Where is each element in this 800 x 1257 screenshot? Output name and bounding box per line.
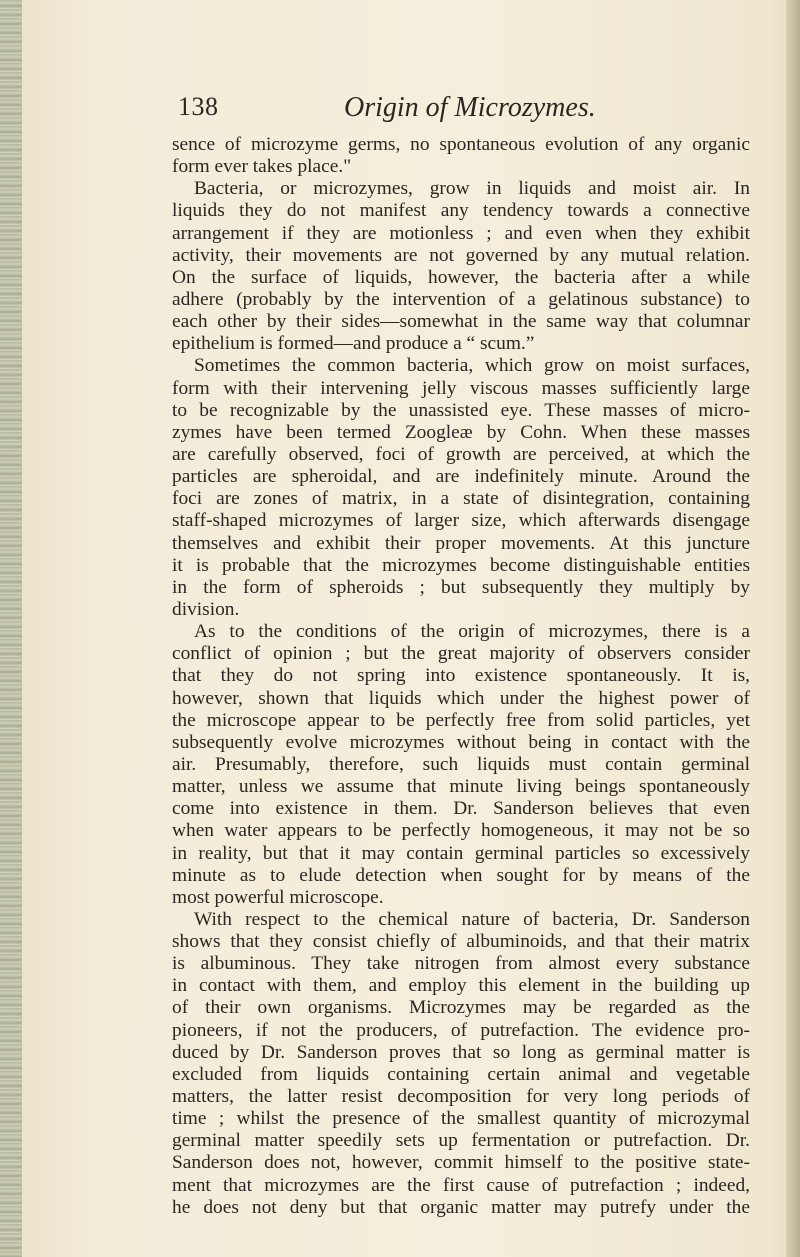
text-line: matters, the latter resist decomposition for very long periods of <box>172 1086 750 1108</box>
text-line: staff-shaped microzymes of larger size, which afterwards disengage <box>172 510 750 532</box>
text-line: particles are spheroidal, and are indefinitely minute. Around the <box>172 466 750 488</box>
text-line: come into existence in them. Dr. Sanderson believes that even <box>172 798 750 820</box>
text-line: conflict of opinion ; but the great majority of observers consider <box>172 643 750 665</box>
text-line: time ; whilst the presence of the smallest quantity of microzymal <box>172 1108 750 1130</box>
text-line: division. <box>172 598 240 620</box>
body-text <box>172 134 750 1219</box>
text-line: On the surface of liquids, however, the bacteria after a while <box>172 266 750 288</box>
text-line: ment that microzymes are the first cause of putrefaction ; indeed, <box>172 1174 750 1196</box>
text-line: epithelium is formed—and produce a “ scum.” <box>172 333 535 355</box>
text-line: are carefully observed, foci of growth are perceived, at which the <box>172 443 750 465</box>
text-line: As to the conditions of the origin of microzymes, there is a <box>194 621 750 643</box>
text-line: that they do not spring into existence spontaneously. It is, <box>172 665 750 687</box>
text-line: liquids they do not manifest any tendency towards a connective <box>172 200 750 222</box>
text-line: themselves and exhibit their proper movements. At this juncture <box>172 532 750 554</box>
text-line: in the form of spheroids ; but subsequently they multiply by <box>172 576 750 598</box>
text-line: matter, unless we assume that minute living beings spontaneously <box>172 776 750 798</box>
text-line: shows that they consist chiefly of albuminoids, and that their matrix <box>172 931 750 953</box>
text-line: to be recognizable by the unassisted eye. These masses of micro- <box>172 399 750 421</box>
text-line: air. Presumably, therefore, such liquids must contain germinal <box>172 753 750 775</box>
text-line: in reality, but that it may contain germinal particles so excessively <box>172 842 750 864</box>
text-line: sence of microzyme germs, no spontaneous evolution of any organic <box>172 134 750 155</box>
text-line: when water appears to be perfectly homogeneous, it may not be so <box>172 820 750 842</box>
text-line: germinal matter speedily sets up fermentation or putrefaction. Dr. <box>172 1130 750 1152</box>
text-line: each other by their sides—somewhat in the same way that columnar <box>172 311 750 333</box>
text-line: most powerful microscope. <box>172 886 384 908</box>
text-line: Sanderson does not, however, commit himself to the positive state- <box>172 1152 750 1174</box>
text-line: form ever takes place." <box>172 156 352 178</box>
text-line: Bacteria, or microzymes, grow in liquids and moist air. In <box>194 178 750 200</box>
text-line: arrangement if they are motionless ; and even when they exhibit <box>172 222 750 244</box>
text-line: With respect to the chemical nature of bacteria, Dr. Sanderson <box>194 908 750 930</box>
page-edge <box>786 0 800 1257</box>
text-line: excluded from liquids containing certain animal and vegetable <box>172 1063 750 1085</box>
text-line: he does not deny but that organic matter may putrefy under the <box>172 1196 750 1218</box>
page-number: 138 <box>178 92 219 121</box>
text-line: in contact with them, and employ this element in the building up <box>172 975 750 997</box>
text-line: it is probable that the microzymes become distinguishable entities <box>172 554 750 576</box>
text-line: however, shown that liquids which under the highest power of <box>172 687 750 709</box>
text-line: the microscope appear to be perfectly free from solid particles, yet <box>172 709 750 731</box>
text-line: foci are zones of matrix, in a state of disintegration, containing <box>172 488 750 510</box>
page-header <box>178 92 718 132</box>
text-line: zymes have been termed Zoogleæ by Cohn. When these masses <box>172 421 750 443</box>
binding-edge <box>0 0 22 1257</box>
text-line: adhere (probably by the intervention of a gelatinous substance) to <box>172 288 750 310</box>
text-line: Sometimes the common bacteria, which grow on moist surfaces, <box>194 355 750 377</box>
text-line: pioneers, if not the producers, of putrefaction. The evidence pro- <box>172 1019 750 1041</box>
text-line: activity, their movements are not governed by any mutual relation. <box>172 244 750 266</box>
text-line: subsequently evolve microzymes without being in contact with the <box>172 731 750 753</box>
running-title: Origin of Microzymes. <box>344 92 596 123</box>
text-line: duced by Dr. Sanderson proves that so long as germinal matter is <box>172 1041 750 1063</box>
text-line: is albuminous. They take nitrogen from almost every substance <box>172 953 750 975</box>
text-line: form with their intervening jelly viscous masses sufficiently large <box>172 377 750 399</box>
text-line: of their own organisms. Microzymes may be regarded as the <box>172 997 750 1019</box>
text-line: minute as to elude detection when sought for by means of the <box>172 864 750 886</box>
